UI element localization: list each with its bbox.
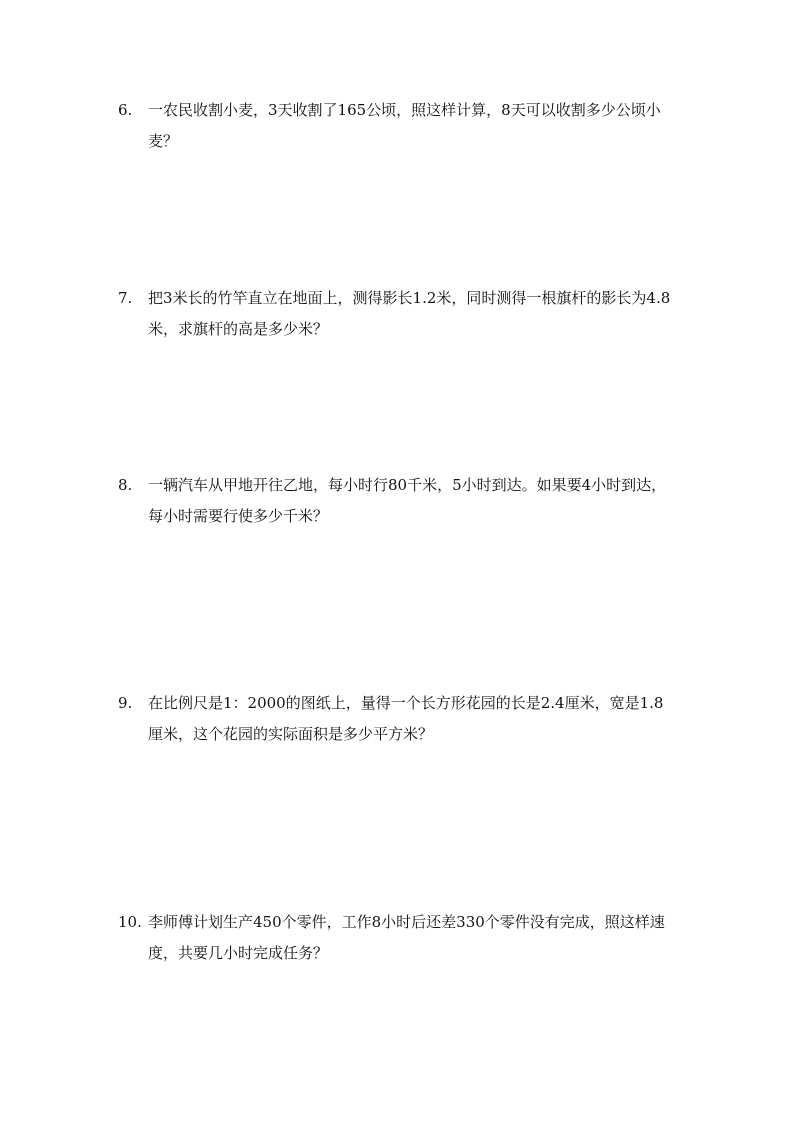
problem-text: 在比例尺是1：2000的图纸上，量得一个长方形花园的长是2.4厘米，宽是1.8厘米，这个花园的实际面积是多少平方米？	[148, 694, 664, 743]
problem-number: 10.	[118, 913, 142, 931]
problem-number: 8.	[118, 476, 133, 494]
problem-text: 一辆汽车从甲地开往乙地，每小时行80千米，5小时到达。如果要4小时到达，每小时需要行使多少千米？	[148, 476, 667, 525]
problem-text: 李师傅计划生产450个零件，工作8小时后还差330个零件没有完成，照这样速度，共要几小时完成任务？	[148, 913, 665, 962]
problem-text: 把3米长的竹竿直立在地面上，测得影长1.2米，同时测得一根旗杆的影长为4.8米，求旗杆的高是多少米？	[148, 289, 671, 338]
problem-number: 6.	[118, 101, 133, 119]
problem-7	[118, 283, 688, 345]
problem-number: 7.	[118, 289, 133, 307]
problem-9	[118, 688, 688, 750]
problem-text: 一农民收割小麦，3天收割了165公顷，照这样计算，8天可以收割多少公顷小麦？	[148, 101, 661, 150]
problem-number: 9.	[118, 694, 133, 712]
problem-8	[118, 470, 688, 532]
problem-10	[118, 907, 688, 969]
problem-6	[118, 95, 688, 157]
